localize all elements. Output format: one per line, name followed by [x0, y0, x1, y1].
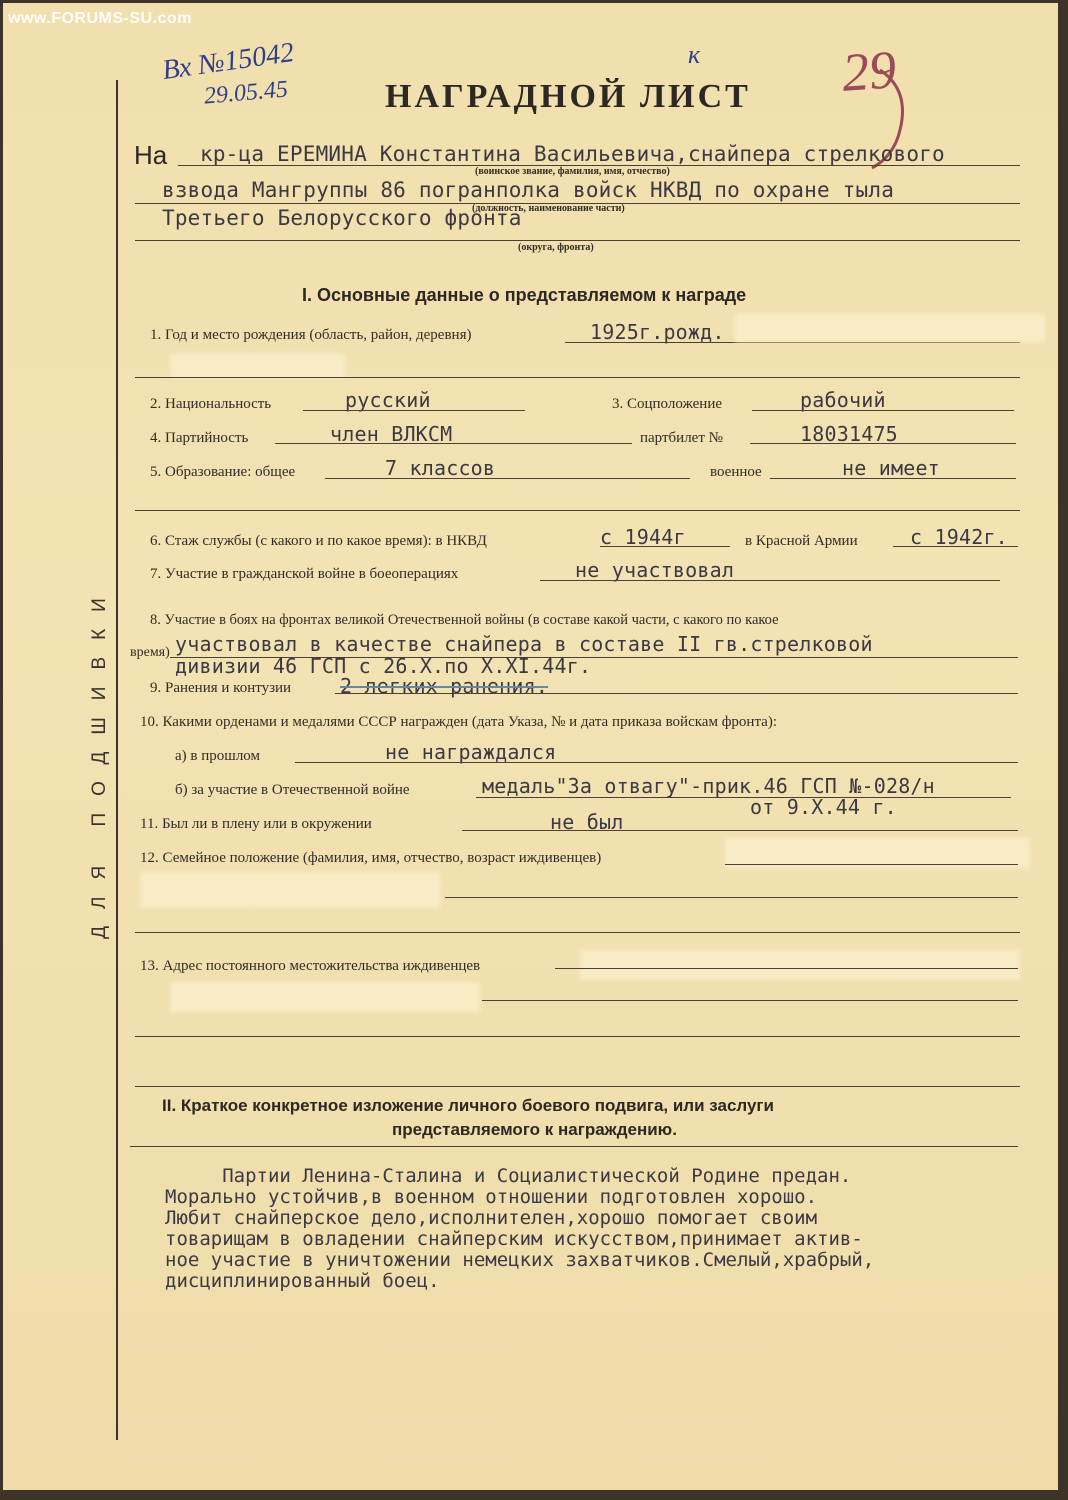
partbilet-value: 18031475	[800, 422, 898, 446]
caption-front: (округа, фронта)	[518, 242, 594, 253]
red-pencil-number: 29	[839, 39, 899, 103]
field-9-value: 2 легких ранения.	[340, 674, 549, 698]
field-4-value: член ВЛКСМ	[330, 422, 453, 446]
field-6-label: 6. Стаж службы (с какого и по какое время): в НКВД	[150, 533, 487, 549]
field-1-label: 1. Год и место рождения (область, район, деревня)	[150, 327, 472, 343]
incoming-stamp-date: 29.05.45	[202, 76, 289, 110]
merit-line: Морально устойчив,в военном отношении подготовлен хорошо.	[165, 1186, 818, 1208]
field-7-value: не участвовал	[575, 558, 735, 582]
field-8-value-1: участвовал в качестве снайпера в составе II гв.стрелковой	[175, 632, 873, 656]
recipient-line-1: кр-ца ЕРЕМИНА Константина Васильевича,снайпера стрелкового	[200, 142, 945, 166]
field-3-value: рабочий	[800, 388, 886, 412]
recipient-line-2: взвода Мангруппы 86 погранполка войск НКВД по охране тыла	[162, 178, 895, 202]
caption-rank-name: (воинское звание, фамилия, имя, отчество)	[475, 166, 670, 177]
field-5-value: 7 классов	[385, 456, 496, 480]
field-8-label: 8. Участие в боях на фронтах великой Отечественной войны (в составе какой части, с какого по какое	[150, 612, 779, 628]
field-11-label: 11. Был ли в плену или в окружении	[140, 816, 372, 832]
field-10a-label: а) в прошлом	[175, 748, 261, 764]
page-title: НАГРАДНОЙ ЛИСТ	[385, 78, 751, 115]
field-10a-value: не награждался	[385, 740, 557, 764]
field-12-label: 12. Семейное положение (фамилия, имя, отчество, возраст иждивенцев)	[140, 850, 602, 866]
field-13-label: 13. Адрес постоянного местожительства иждивенцев	[140, 958, 481, 974]
field-2-value: русский	[345, 388, 431, 412]
field-2-label: 2. Национальность	[150, 396, 272, 412]
field-5-label: 5. Образование: общее	[150, 464, 296, 480]
partbilet-label: партбилет №	[640, 430, 723, 446]
caption-position-unit: (должность, наименование части)	[472, 203, 625, 214]
merit-line: Любит снайперское дело,исполнителен,хорошо помогает своим	[165, 1207, 818, 1229]
field-7-label: 7. Участие в гражданской войне в боеоперациях	[150, 566, 459, 582]
field-1-value: 1925г.рожд.	[590, 320, 725, 344]
section-1-title: I. Основные данные о представляемом к награде	[302, 285, 747, 305]
field-8-time-label: время)	[130, 645, 170, 660]
field-11-value: не был	[550, 810, 624, 834]
merit-line: Партии Ленина-Сталина и Социалистической Родине предан.	[165, 1165, 852, 1187]
forum-watermark: www.FORUMS-SU.com	[8, 10, 192, 27]
field-10-label: 10. Какими орденами и медалями СССР награжден (дата Указа, № и дата приказа войскам фронта):	[140, 714, 778, 730]
field-9-label: 9. Ранения и контузии	[150, 680, 292, 696]
field-4-label: 4. Партийность	[150, 430, 249, 446]
field-5-mil-label: военное	[710, 464, 762, 480]
field-10b-value-2: от 9.X.44 г.	[750, 795, 897, 819]
field-3-label: 3. Соцположение	[612, 396, 723, 412]
merit-description	[165, 1166, 874, 1292]
field-6-ra-label: в Красной Армии	[745, 533, 858, 549]
binding-margin-label: ДЛЯ ПОДШИВКИ	[89, 581, 111, 939]
na-label: На	[134, 140, 168, 170]
incoming-stamp-number: Вх №15042	[160, 36, 296, 87]
merit-line: товарищам в овладении снайперским искусством,принимает актив-	[165, 1228, 863, 1250]
field-10b-value: медаль"За отвагу"-прик.46 ГСП №-028/н	[482, 774, 935, 798]
field-8-value-2: дивизии 46 ГСП с 26.X.по X.XI.44г.	[175, 654, 592, 678]
section-2-title: II. Краткое конкретное изложение личного боевого подвига, или заслуги	[162, 1096, 774, 1115]
field-6-ra-value: с 1942г.	[910, 525, 1008, 549]
field-6-value: с 1944г	[600, 525, 686, 549]
field-10b-label: б) за участие в Отечественной войне	[175, 782, 410, 798]
merit-line: дисциплинированный боец.	[165, 1270, 440, 1292]
field-5-mil-value: не имеет	[842, 456, 940, 480]
pen-mark: к	[688, 40, 701, 69]
recipient-line-3: Третьего Белорусского фронта	[162, 206, 522, 230]
merit-line: ное участие в уничтожении немецких захватчиков.Смелый,храбрый,	[165, 1249, 875, 1271]
section-2-title-2: представляемого к награждению.	[392, 1120, 677, 1139]
